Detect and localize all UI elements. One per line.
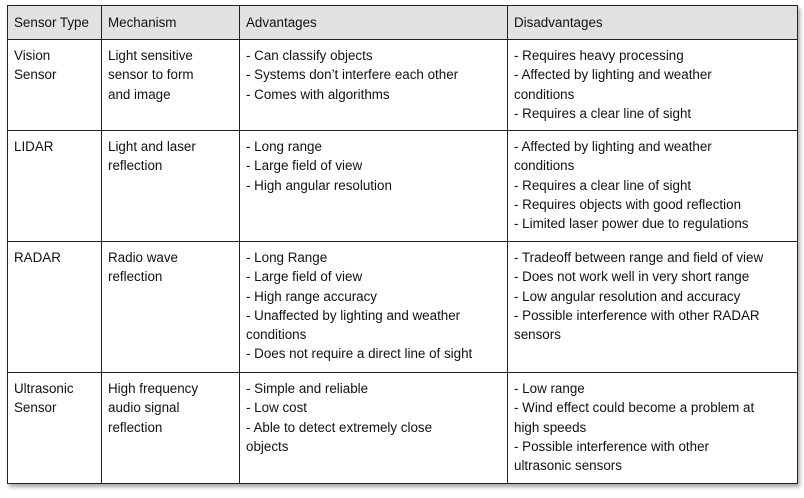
cell-line: reflection (108, 269, 163, 285)
cell-line: - Limited laser power due to regulations (514, 216, 749, 232)
cell-line: reflection (108, 158, 163, 174)
disadvantages-cell (508, 373, 798, 484)
cell-line: Vision (14, 48, 51, 63)
cell-line: LIDAR (14, 139, 54, 154)
cell-line: objects (246, 438, 289, 454)
cell-line: and image (108, 86, 171, 102)
advantages-cell (240, 40, 508, 131)
cell-line: high speeds (514, 419, 587, 435)
advantages-cell (240, 131, 508, 242)
header-disadvantages: Disadvantages (508, 6, 798, 40)
cell-line: - Low cost (246, 400, 308, 416)
cell-line: audio signal (108, 400, 180, 416)
cell-line: - High angular resolution (246, 177, 392, 193)
mechanism-cell (102, 373, 240, 484)
cell-line: conditions (246, 327, 307, 343)
cell-line: ultrasonic sensors (514, 458, 622, 474)
cell-line: - Does not work well in very short range (514, 269, 750, 285)
cell-line: Ultrasonic (14, 381, 74, 396)
header-sensor-type: Sensor Type (8, 6, 102, 40)
sensor-type-cell (8, 373, 102, 484)
cell-line: - Affected by lighting and weather (514, 139, 712, 154)
mechanism-cell (102, 131, 240, 242)
table-row (8, 131, 798, 242)
cell-line: - Wind effect could become a problem at (514, 400, 755, 416)
sensor-comparison-table (7, 5, 798, 484)
table-row (8, 373, 798, 484)
cell-line: RADAR (14, 250, 61, 265)
cell-line: Sensor (14, 400, 57, 416)
cell-line: - Large field of view (246, 269, 363, 285)
sensor-type-cell (8, 242, 102, 373)
cell-line: Light sensitive (108, 48, 193, 63)
cell-line: - High range accuracy (246, 288, 377, 304)
cell-line: - Low range (514, 381, 585, 396)
cell-line: - Comes with algorithms (246, 86, 390, 102)
cell-line: - Large field of view (246, 158, 363, 174)
advantages-cell (240, 373, 508, 484)
cell-line: - Can classify objects (246, 48, 373, 63)
disadvantages-cell (508, 242, 798, 373)
cell-line: - Requires heavy processing (514, 48, 684, 63)
cell-line: - Does not require a direct line of sight (246, 346, 473, 362)
sensor-type-cell (8, 131, 102, 242)
cell-line: - Possible interference with other (514, 438, 710, 454)
cell-line: Radio wave (108, 250, 178, 265)
cell-line: - Simple and reliable (246, 381, 369, 396)
cell-line: - Affected by lighting and weather (514, 67, 712, 83)
cell-line: - Able to detect extremely close (246, 419, 433, 435)
cell-line: conditions (514, 86, 575, 102)
cell-line: Sensor (14, 67, 57, 83)
cell-line: - Requires a clear line of sight (514, 105, 692, 121)
mechanism-cell (102, 40, 240, 131)
cell-line: conditions (514, 158, 575, 174)
mechanism-cell (102, 242, 240, 373)
disadvantages-cell (508, 131, 798, 242)
cell-line: - Tradeoff between range and field of view (514, 250, 764, 265)
table-row (8, 40, 798, 131)
cell-line: - Low angular resolution and accuracy (514, 288, 741, 304)
cell-line: sensor to form (108, 67, 194, 83)
sensor-type-cell (8, 40, 102, 131)
cell-line: - Long range (246, 139, 322, 154)
cell-line: reflection (108, 419, 163, 435)
cell-line: - Possible interference with other RADAR (514, 307, 760, 323)
cell-line: - Long Range (246, 250, 328, 265)
header-mechanism: Mechanism (102, 6, 240, 40)
table-row (8, 242, 798, 373)
cell-line: - Systems don’t interfere each other (246, 67, 459, 83)
header-row (8, 6, 798, 40)
cell-line: Light and laser (108, 139, 196, 154)
disadvantages-cell (508, 40, 798, 131)
cell-line: - Requires a clear line of sight (514, 177, 692, 193)
cell-line: - Unaffected by lighting and weather (246, 307, 461, 323)
cell-line: sensors (514, 327, 561, 343)
advantages-cell (240, 242, 508, 373)
cell-line: - Requires objects with good reflection (514, 196, 742, 212)
header-advantages: Advantages (240, 6, 508, 40)
cell-line: High frequency (108, 381, 199, 396)
